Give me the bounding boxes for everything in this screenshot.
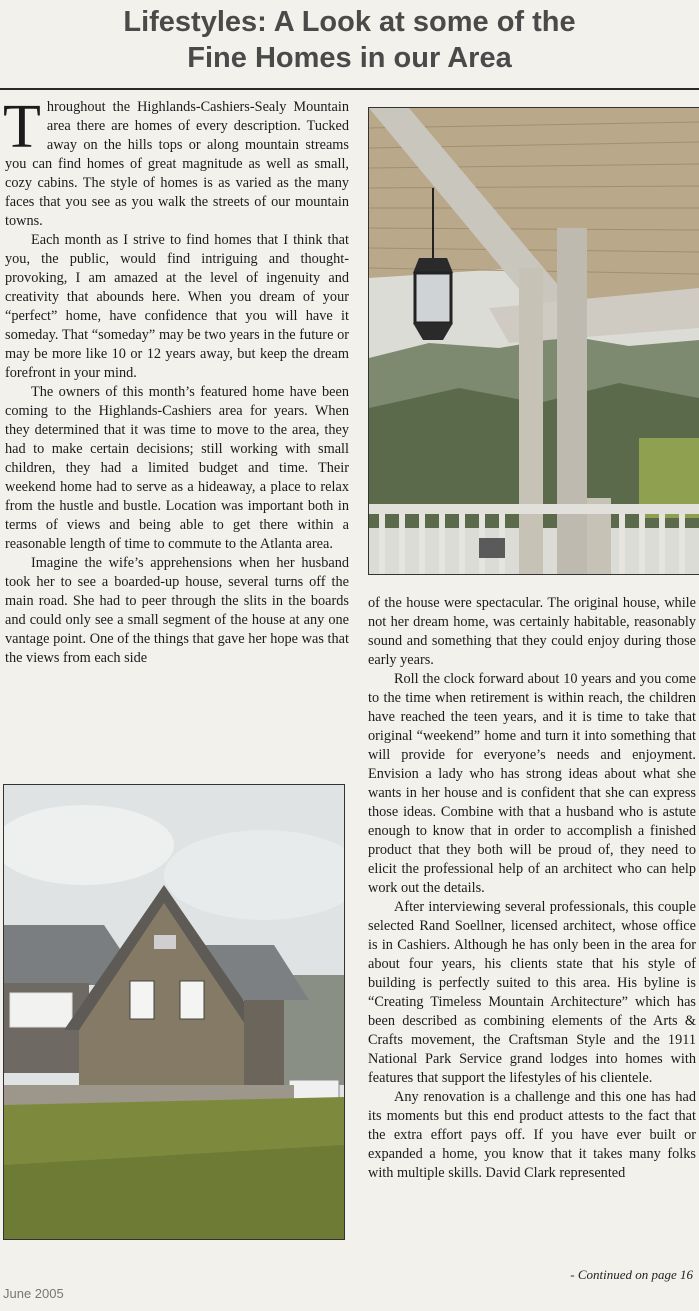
paragraph-1 (3, 93, 349, 231)
left-column (3, 93, 349, 668)
issue-date: June 2005 (3, 1286, 64, 1301)
title-divider (0, 88, 699, 90)
paragraph-1-text: hroughout the Highlands-Cashiers-Sealy Mountain area there are homes of every description. Tucked away on the hills tops or along mountain streams you can find homes of great magnitude as well as small, cozy cabins. The style of homes is as varied as the many faces that you see as you walk the streets of our mountain towns. (5, 99, 349, 229)
paragraph-6: After interviewing several professionals, this couple selected Rand Soellner, licensed architect, whose office is in Cashiers. Although he has only been in the area for about four years, his clients state that his style of building is perfectly suited to this area. His byline is “Creating Timeless Mountain Architecture” which has been described as combining elements of the Arts & Crafts movement, the Craftsman Style and the 1911 National Park Service grand lodges into homes with features that support the lifestyles of his clientele. (368, 899, 696, 1086)
paragraph-2: Each month as I strive to find homes that I think that you, the public, would find intriguing and thought-provoking, I am amazed at the level of ingenuity and creativity that abounds here. When you dream of your “perfect” home, have confidence that you will have it someday. That “someday” may be two years in the future or may be more like 10 or 12 years away, but keep the dream forefront in your mind. (5, 232, 349, 381)
title-line-1: Lifestyles: A Look at some of the (123, 6, 576, 38)
paragraph-4-continued: of the house were spectacular. The original house, while not her dream home, was certainly habitable, reasonably sound and something that they could enjoy during those early years. (368, 595, 696, 668)
article-title (0, 4, 699, 76)
continued-link[interactable]: - Continued on page 16 (570, 1267, 693, 1282)
stone-house-photo (3, 784, 345, 1240)
paragraph-5: Roll the clock forward about 10 years and you come to the time when retirement is within reach, the children have reached the teen years, and it is time to take that original “weekend” home and turn it into something that will provide for everyone’s needs and enjoyment. Envision a lady who has strong ideas about what she wants in her house and is confident that she can express those ideas. Combine with that a husband who is astute enough to know that in order to accomplish a finished product that they both will be proud of, they need to elicit the professional help of an architect who can help work out the details. (368, 671, 696, 896)
drop-cap: T (3, 93, 41, 161)
paragraph-7: Any renovation is a challenge and this one has had its moments but this end product attests to the fact that the extra effort pays off. If you have ever built or expanded a home, you know that it takes many folks with multiple skills. David Clark represented (368, 1089, 696, 1181)
title-line-2: Fine Homes in our Area (187, 42, 512, 74)
paragraph-4: Imagine the wife’s apprehensions when her husband took her to see a boarded-up house, several turns off the main road. She had to peer through the slits in the boards and could only see a small segment of the house at any one vantage point. One of the things that gave her hope was that the views from each side (5, 555, 349, 666)
paragraph-3: The owners of this month’s featured home have been coming to the Highlands-Cashiers area for years. When they determined that it was time to move to the area, they had to make certain decisions; still working with small children, they had a limited budget and time. Their weekend home had to serve as a hideaway, a place to relax from the hustle and bustle. Location was important both in terms of views and being able to get there within a reasonable length of time to commute to the Atlanta area. (5, 384, 349, 552)
porch-lantern-photo (368, 107, 699, 575)
right-column (368, 594, 696, 1183)
